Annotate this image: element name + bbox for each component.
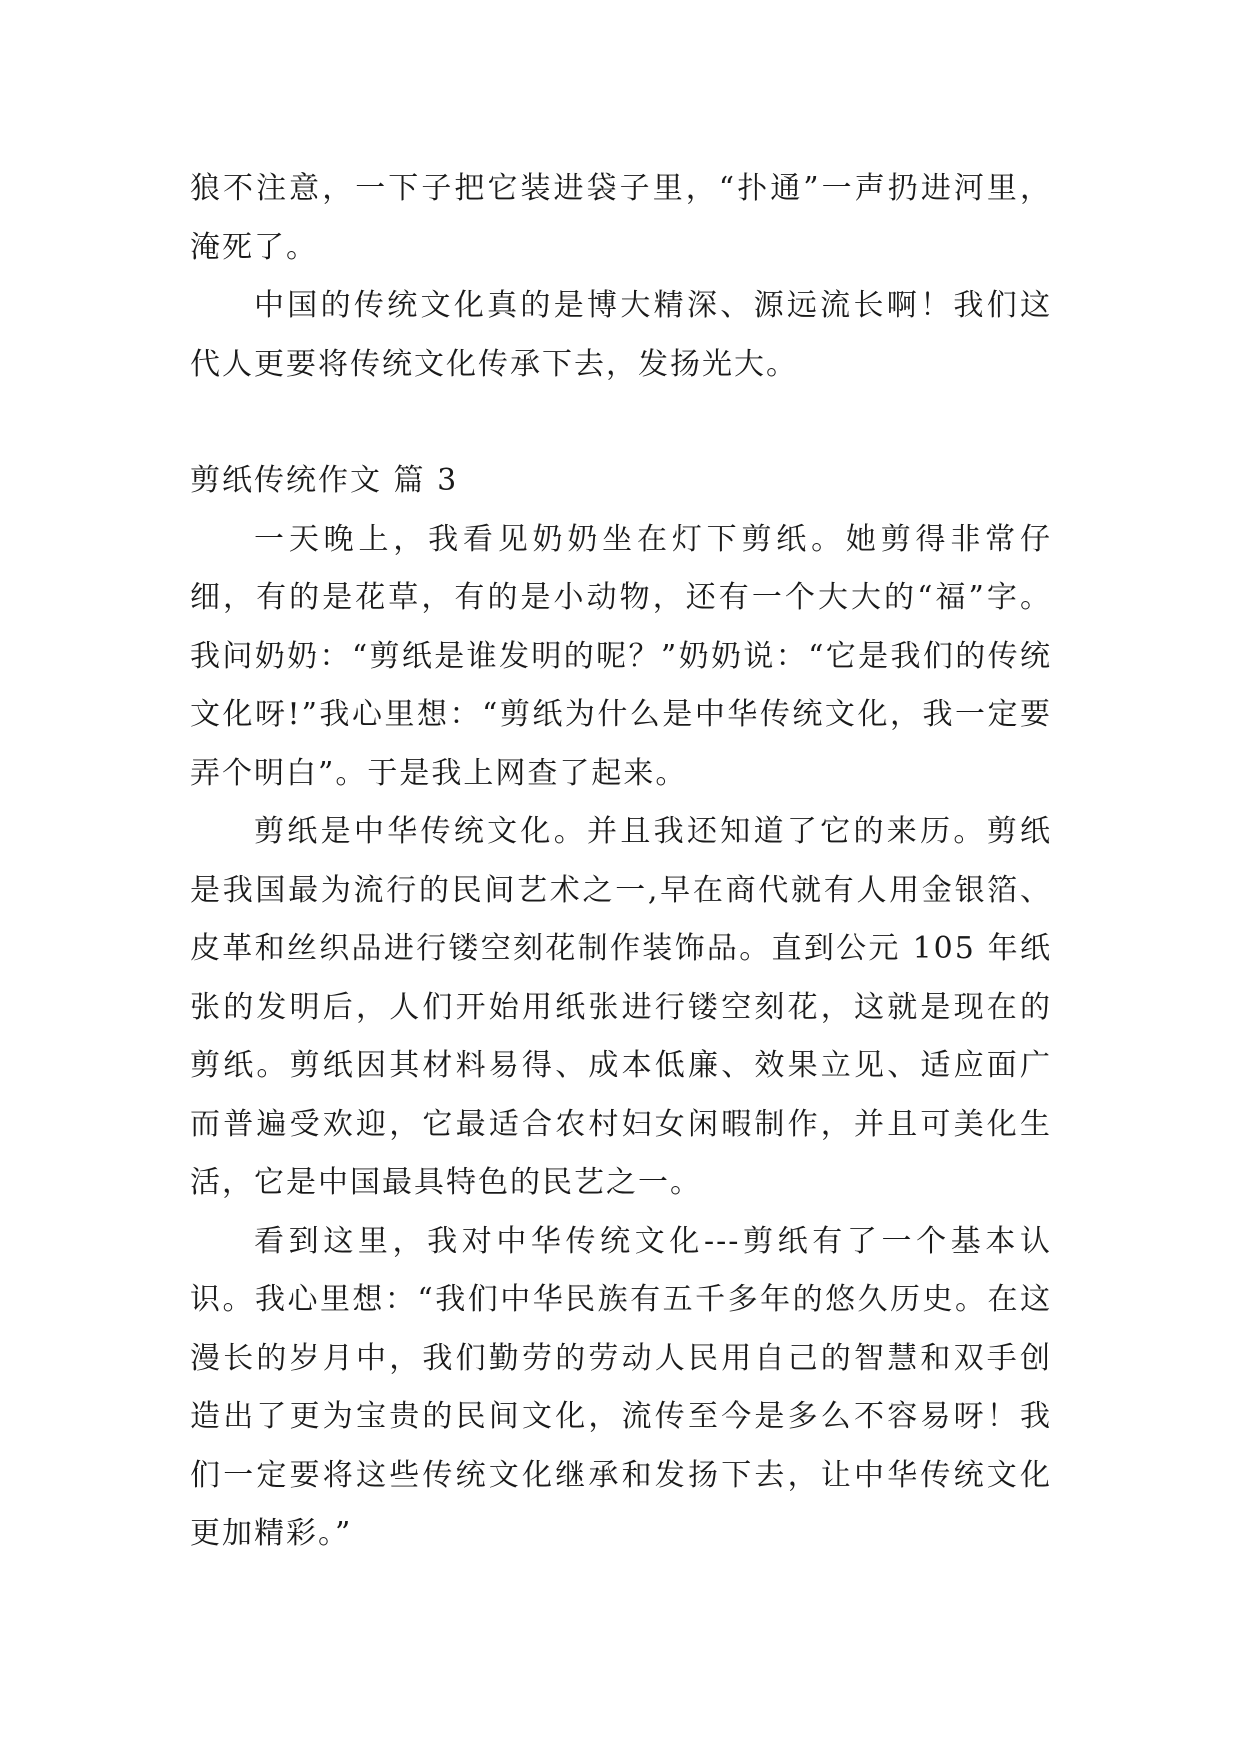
document-body xyxy=(190,160,1052,1564)
paragraph-reflection: 看到这里，我对中华传统文化---剪纸有了一个基本认识。我心里想：“我们中华民族有五千多年的悠久历史。在这漫长的岁月中，我们勤劳的劳动人民用自己的智慧和双手创造出了更为宝贵的民间文化，流传至今是多么不容易呀！我们一定要将这些传统文化继承和发扬下去，让中华传统文化更加精彩。” xyxy=(190,1223,1052,1551)
section-heading: 剪纸传统作文 篇 3 xyxy=(190,463,459,498)
paragraph-grandma-papercut: 一天晚上，我看见奶奶坐在灯下剪纸。她剪得非常仔细，有的是花草，有的是小动物，还有一个大大的“福”字。我问奶奶：“剪纸是谁发明的呢？”奶奶说：“它是我们的传统文化呀!”我心里想：“剪纸为什么是中华传统文化，我一定要弄个明白”。于是我上网查了起来。 xyxy=(190,521,1052,791)
paragraph-continued: 狼不注意，一下子把它装进袋子里，“扑通”一声扔进河里，淹死了。 xyxy=(190,171,1052,265)
paragraph-conclusion: 中国的传统文化真的是博大精深、源远流长啊！我们这代人更要将传统文化传承下去，发扬光大。 xyxy=(190,288,1052,382)
paragraph-papercut-history: 剪纸是中华传统文化。并且我还知道了它的来历。剪纸是我国最为流行的民间艺术之一,早在商代就有人用金银箔、皮革和丝织品进行镂空刻花制作装饰品。直到公元 105 年纸张的发明后，人们开始用纸张进行镂空刻花，这就是现在的剪纸。剪纸因其材料易得、成本低廉、效果立见、适应面广而普遍受欢迎，它最适合农村妇女闲暇制作，并且可美化生活，它是中国最具特色的民艺之一。 xyxy=(190,814,1052,1200)
